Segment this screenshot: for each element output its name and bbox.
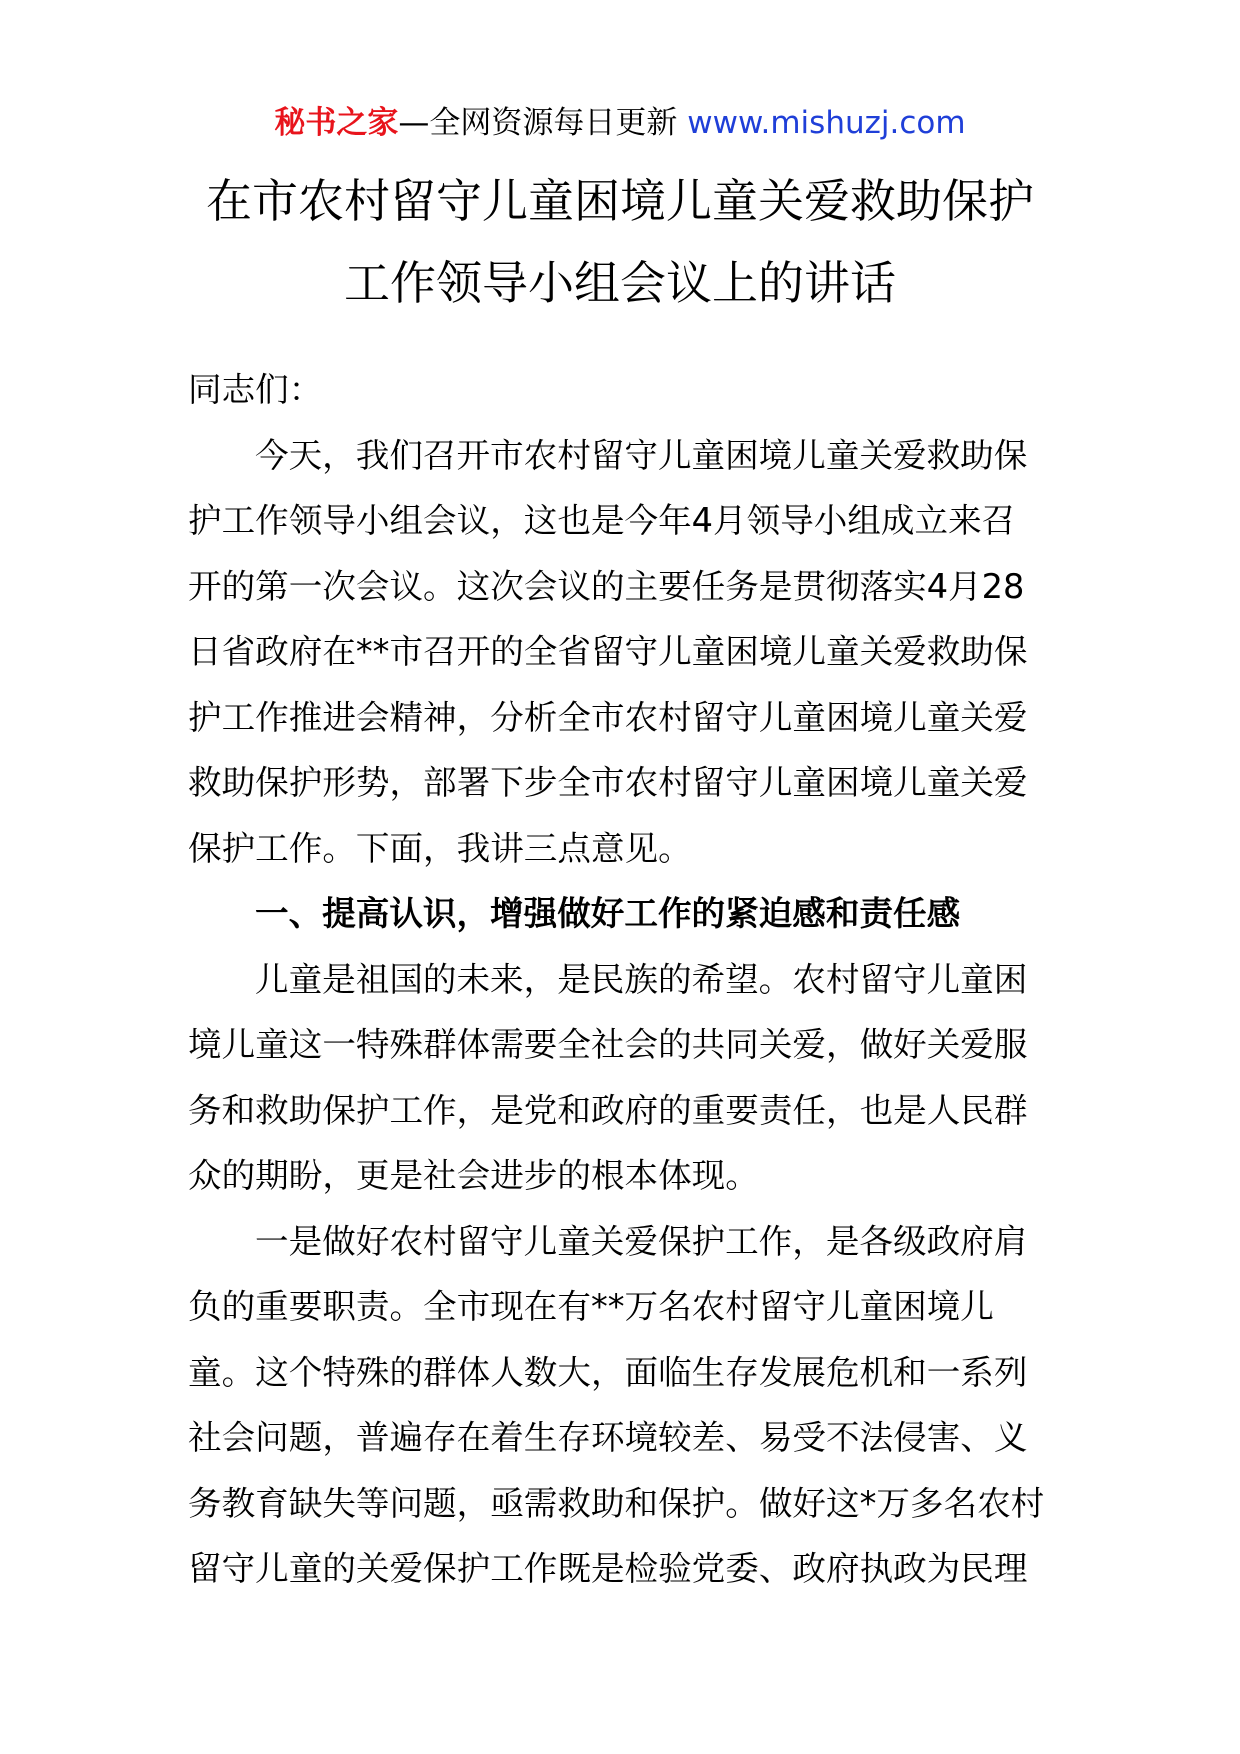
paragraph-line: 众的期盼，更是社会进步的根本体现。 <box>188 1156 759 1195</box>
brand-tagline: —全网资源每日更新 <box>398 105 678 141</box>
watermark-header <box>0 101 1240 145</box>
paragraph-line: 一是做好农村留守儿童关爱保护工作，是各级政府肩 <box>255 1221 1028 1261</box>
title-line-2: 工作领导小组会议上的讲话 <box>344 256 896 310</box>
paragraph-line: 护工作推进会精神，分析全市农村留守儿童困境儿童关爱 <box>188 697 1028 737</box>
paragraph-line: 今天，我们召开市农村留守儿童困境儿童关爱救助保 <box>255 435 1028 475</box>
website-link[interactable]: www.mishuzj.com <box>687 105 966 141</box>
speech-body <box>188 357 1068 1602</box>
section-heading: 一、提高认识，增强做好工作的紧迫感和责任感 <box>255 894 961 933</box>
paragraph-line: 护工作领导小组会议，这也是今年4月领导小组成立来召 <box>188 501 1016 540</box>
paragraph-line: 开的第一次会议。这次会议的主要任务是贯彻落实4月28 <box>188 566 1025 606</box>
paragraph-line: 负的重要职责。全市现在有**万名农村留守儿童困境儿 <box>188 1287 994 1326</box>
paragraph-line: 务教育缺失等问题，亟需救助和保护。做好这*万多名农村 <box>188 1483 1045 1523</box>
paragraph-line: 童。这个特殊的群体人数大，面临生存发展危机和一系列 <box>188 1352 1028 1392</box>
paragraph-line: 留守儿童的关爱保护工作既是检验党委、政府执政为民理 <box>188 1549 1028 1588</box>
paragraph-line: 儿童是祖国的未来，是民族的希望。农村留守儿童困 <box>255 959 1028 999</box>
paragraph-line: 保护工作。下面，我讲三点意见。 <box>188 828 692 868</box>
title-line-1: 在市农村留守儿童困境儿童关爱救助保护 <box>206 174 1034 228</box>
paragraph-line: 救助保护形势，部署下步全市农村留守儿童困境儿童关爱 <box>188 763 1028 802</box>
brand-name: 秘书之家 <box>274 105 399 141</box>
salutation: 同志们： <box>188 370 323 409</box>
paragraph-line: 境儿童这一特殊群体需要全社会的共同关爱，做好关爱服 <box>188 1025 1028 1064</box>
paragraph-line: 务和救助保护工作，是党和政府的重要责任，也是人民群 <box>188 1090 1028 1130</box>
paragraph-line: 社会问题，普遍存在着生存环境较差、易受不法侵害、义 <box>188 1418 1028 1457</box>
document-title <box>140 160 1100 324</box>
paragraph-line: 日省政府在**市召开的全省留守儿童困境儿童关爱救助保 <box>188 632 1028 671</box>
